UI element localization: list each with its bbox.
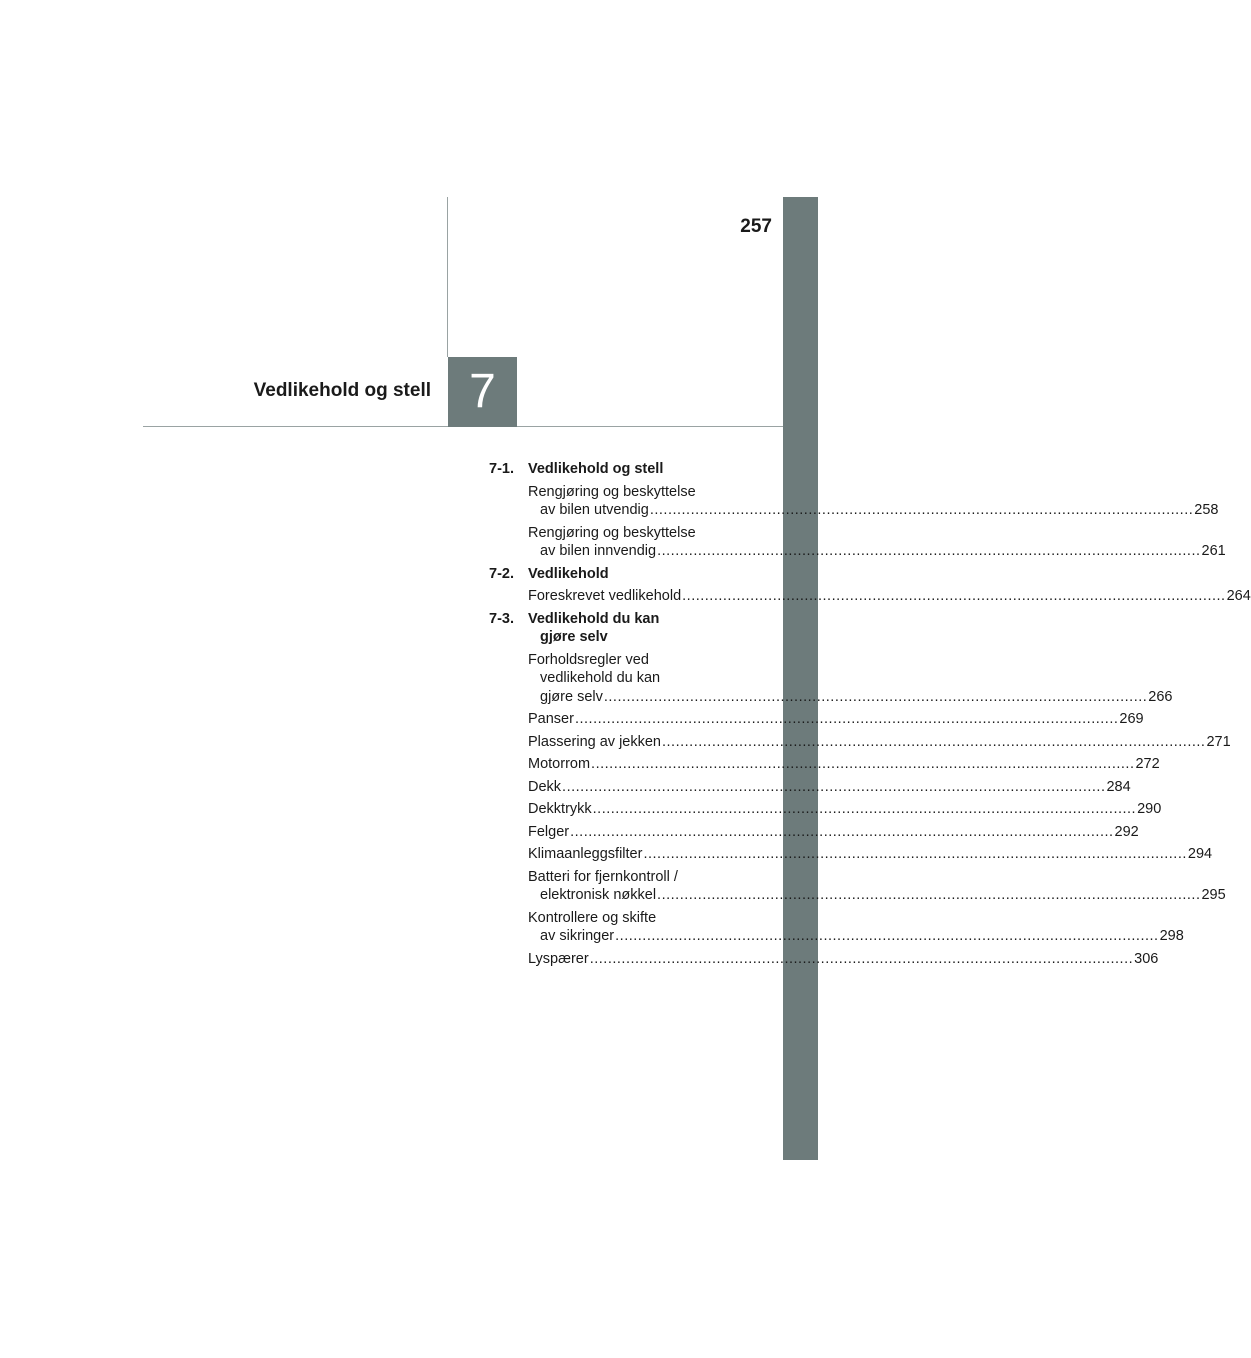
entry-title: elektronisk nøkkel: [540, 887, 657, 903]
dot-leader: ........................................................................................................................: [570, 823, 1114, 840]
dot-leader: ........................................................................................................................: [657, 887, 1201, 903]
entry-page-number: 269: [1119, 711, 1144, 727]
toc-entry[interactable]: [528, 524, 1226, 561]
toc-entry[interactable]: [528, 483, 1219, 520]
dot-leader: ........................................................................................................................: [592, 801, 1137, 817]
entry-leader-row: [528, 823, 1139, 842]
entry-title: av bilen utvendig: [540, 502, 649, 518]
entry-leader-row: [528, 501, 1219, 520]
entry-leader-row: [528, 587, 1251, 606]
entry-title: Dekk: [528, 778, 562, 795]
entry-title: Felger: [528, 823, 570, 840]
toc-entry[interactable]: [528, 950, 1159, 969]
dot-leader: ........................................................................................................................: [662, 733, 1206, 750]
section-title: [528, 460, 739, 479]
entry-page-number: 294: [1187, 846, 1213, 862]
toc-entry[interactable]: [528, 755, 1160, 774]
entry-title: Plassering av jekken: [528, 733, 661, 750]
toc-entry[interactable]: [528, 587, 1251, 606]
toc-section: [489, 565, 739, 584]
entry-leader-row: [528, 542, 1226, 561]
entry-title: Klimaanleggsfilter: [528, 846, 643, 862]
entry-text-line: Rengjøring og beskyttelse: [528, 524, 696, 541]
entry-text-line: vedlikehold du kan: [540, 670, 661, 686]
entry-page-number: 290: [1137, 801, 1162, 817]
entry-leader-row: [528, 710, 1144, 729]
section-number: 7-3.: [489, 610, 514, 627]
entry-leader-row: [528, 886, 1226, 905]
dot-leader: ........................................................................................................................: [657, 543, 1201, 559]
entry-title: Panser: [528, 711, 574, 727]
entry-leader-row: [528, 950, 1159, 969]
toc-entry[interactable]: [528, 845, 1213, 864]
entry-leader-row: [528, 800, 1162, 819]
entry-leader-row: [528, 927, 1184, 946]
entry-page-number: 271: [1206, 733, 1231, 750]
entry-title: Lyspærer: [528, 950, 589, 967]
dot-leader: ........................................................................................................................: [591, 756, 1135, 772]
chapter-side-tab: [783, 197, 818, 1160]
entry-page-number: 258: [1194, 502, 1219, 518]
section-number: 7-2.: [489, 565, 514, 582]
entry-page-number: 261: [1201, 543, 1226, 559]
dot-leader: ........................................................................................................................: [615, 928, 1159, 944]
entry-title: Motorrom: [528, 756, 591, 772]
dot-leader: ........................................................................................................................: [589, 950, 1134, 967]
entry-text-line: Forholdsregler ved: [528, 651, 649, 668]
entry-leader-row: [528, 845, 1213, 864]
section-title: [528, 565, 739, 584]
toc-section: [489, 610, 739, 647]
entry-page-number: 306: [1134, 950, 1159, 967]
dot-leader: ........................................................................................................................: [574, 711, 1119, 727]
entry-title: av sikringer: [540, 928, 615, 944]
entry-text-line: Rengjøring og beskyttelse: [528, 483, 696, 500]
entry-leader-row: [528, 733, 1231, 752]
divider-vertical: [447, 197, 448, 357]
table-of-contents: [489, 460, 1251, 972]
entry-text-line: Kontrollere og skifte: [528, 909, 657, 926]
dot-leader: ........................................................................................................................: [562, 778, 1106, 795]
toc-entry[interactable]: [528, 778, 1131, 797]
section-title: [528, 610, 739, 647]
chapter-title: Vedlikehold og stell: [253, 380, 431, 401]
page-number: 257: [740, 216, 772, 237]
toc-entry[interactable]: [528, 909, 1184, 946]
entry-page-number: 266: [1148, 688, 1173, 705]
toc-entry[interactable]: [528, 733, 1231, 752]
section-number: 7-1.: [489, 461, 514, 477]
chapter-number-box: 7: [448, 357, 517, 427]
dot-leader: ........................................................................................................................: [603, 688, 1148, 705]
entry-page-number: 264: [1226, 588, 1251, 604]
dot-leader: ........................................................................................................................: [643, 846, 1187, 862]
toc-section: [489, 460, 739, 479]
entry-title: gjøre selv: [540, 688, 603, 705]
entry-page-number: 295: [1201, 887, 1226, 903]
entry-page-number: 298: [1159, 928, 1184, 944]
dot-leader: ........................................................................................................................: [682, 588, 1226, 604]
entry-title: Foreskrevet vedlikehold: [528, 588, 682, 604]
entry-page-number: 292: [1114, 823, 1139, 840]
entry-text-line: Batteri for fjernkontroll /: [528, 868, 678, 885]
entry-title: av bilen innvendig: [540, 543, 657, 559]
section-title-line: Vedlikehold: [528, 565, 609, 582]
toc-entry[interactable]: [528, 868, 1226, 905]
section-title-line: gjøre selv: [540, 629, 608, 645]
entry-page-number: 284: [1106, 778, 1131, 795]
dot-leader: ........................................................................................................................: [649, 502, 1194, 518]
section-title-line: Vedlikehold du kan: [528, 610, 660, 627]
section-title-line: Vedlikehold og stell: [528, 461, 664, 477]
toc-entry[interactable]: [528, 710, 1144, 729]
entry-page-number: 272: [1135, 756, 1160, 772]
entry-leader-row: [528, 688, 1173, 707]
toc-entry[interactable]: [528, 651, 1173, 707]
toc-entry[interactable]: [528, 823, 1139, 842]
entry-title: Dekktrykk: [528, 801, 592, 817]
entry-leader-row: [528, 755, 1160, 774]
entry-leader-row: [528, 778, 1131, 797]
toc-entry[interactable]: [528, 800, 1162, 819]
